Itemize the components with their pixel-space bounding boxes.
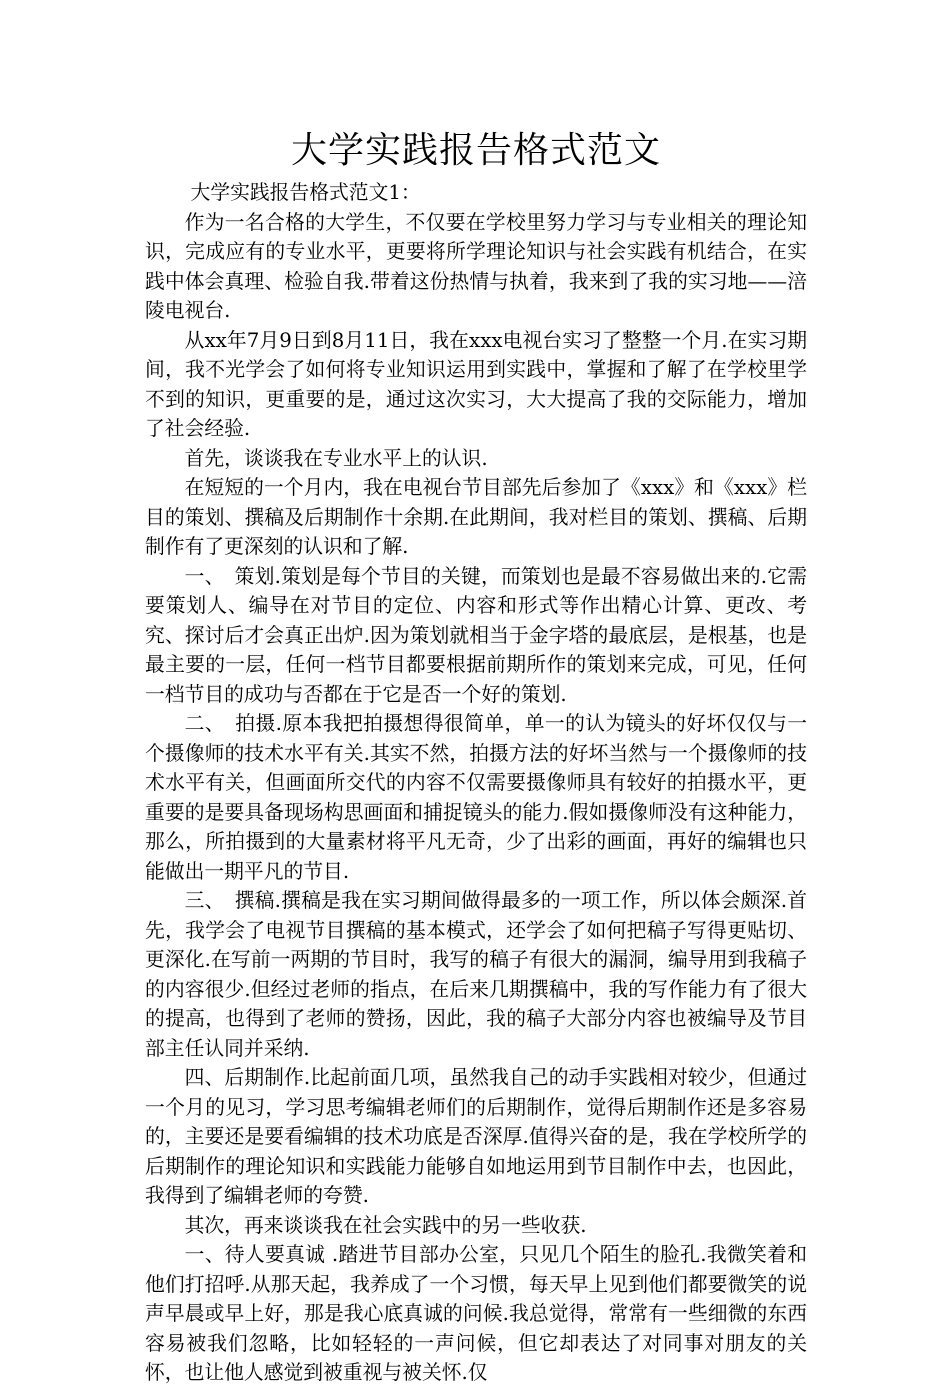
paragraph: 一、 策划.策划是每个节目的关键，而策划也是最不容易做出来的.它需要策划人、编导在对节目的定位、内容和形式等作出精心计算、更改、考究、探讨后才会真正出炉.因为策划就相当于金字塔的最底层，是根基，也是最主要的一层，任何一档节目都要根据前期所作的策划来完成，可见，任何一档节目的成功与否都在于它是否一个好的策划. xyxy=(145,564,807,706)
paragraph: 三、 撰稿.撰稿是我在实习期间做得最多的一项工作，所以体会颇深.首先，我学会了电视节目撰稿的基本模式，还学会了如何把稿子写得更贴切、更深化.在写前一两期的节目时，我写的稿子有很大的漏洞，编导用到我稿子的内容很少.但经过老师的指点，在后来几期撰稿中，我的写作能力有了很大的提高，也得到了老师的赞扬，因此，我的稿子大部分内容也被编导及节目部主任认同并采纳. xyxy=(145,889,807,1060)
paragraph: 首先，谈谈我在专业水平上的认识. xyxy=(184,446,488,470)
paragraph: 从xx年7月9日到8月11日，我在xxx电视台实习了整整一个月.在实习期间，我不光学会了如何将专业知识运用到实践中，掌握和了解了在学校里学不到的知识，更重要的是，通过这次实习，大大提高了我的交际能力，增加了社会经验. xyxy=(145,328,807,440)
paragraph: 二、 拍摄.原本我把拍摄想得很简单，单一的认为镜头的好坏仅仅与一个摄像师的技术水平有关.其实不然，拍摄方法的好坏当然与一个摄像师的技术水平有关，但画面所交代的内容不仅需要摄像师具有较好的拍摄水平，更重要的是要具备现场构思画面和捕捉镜头的能力.假如摄像师没有这种能力，那么，所拍摄到的大量素材将平凡无奇，少了出彩的画面，再好的编辑也只能做出一期平凡的节目. xyxy=(145,712,807,883)
paragraph-heading: 大学实践报告格式范文1： xyxy=(190,181,421,204)
document-title: 大学实践报告格式范文 xyxy=(290,130,661,171)
paragraph: 其次，再来谈谈我在社会实践中的另一些收获. xyxy=(184,1213,587,1237)
document-page xyxy=(145,126,807,1388)
paragraph: 一、待人要真诚 .踏进节目部办公室，只见几个陌生的脸孔.我微笑着和他们打招呼.从那天起，我养成了一个习惯，每天早上见到他们都要微笑的说声早晨或早上好，那是我心底真诚的问候.我总觉得，常常有一些细微的东西容易被我们忽略，比如轻轻的一声问候，但它却表达了对同事对朋友的关怀，也让他人感觉到被重视与被关怀.仅 xyxy=(145,1243,807,1384)
paragraph: 四、后期制作.比起前面几项，虽然我自己的动手实践相对较少，但通过一个月的见习，学习思考编辑老师们的后期制作，觉得后期制作还是多容易的，主要还是要看编辑的技术功底是否深厚.值得兴奋的是，我在学校所学的后期制作的理论知识和实践能力能够自如地运用到节目制作中去，也因此，我得到了编辑老师的夸赞. xyxy=(145,1066,807,1207)
paragraph: 作为一名合格的大学生，不仅要在学校里努力学习与专业相关的理论知识，完成应有的专业水平，更要将所学理论知识与社会实践有机结合，在实践中体会真理、检验自我.带着这份热情与执着，我来到了我的实习地——涪陵电视台. xyxy=(145,210,807,322)
paragraph: 在短短的一个月内，我在电视台节目部先后参加了《xxx》和《xxx》栏目的策划、撰稿及后期制作十余期.在此期间，我对栏目的策划、撰稿、后期制作有了更深刻的认识和了解. xyxy=(145,476,807,558)
